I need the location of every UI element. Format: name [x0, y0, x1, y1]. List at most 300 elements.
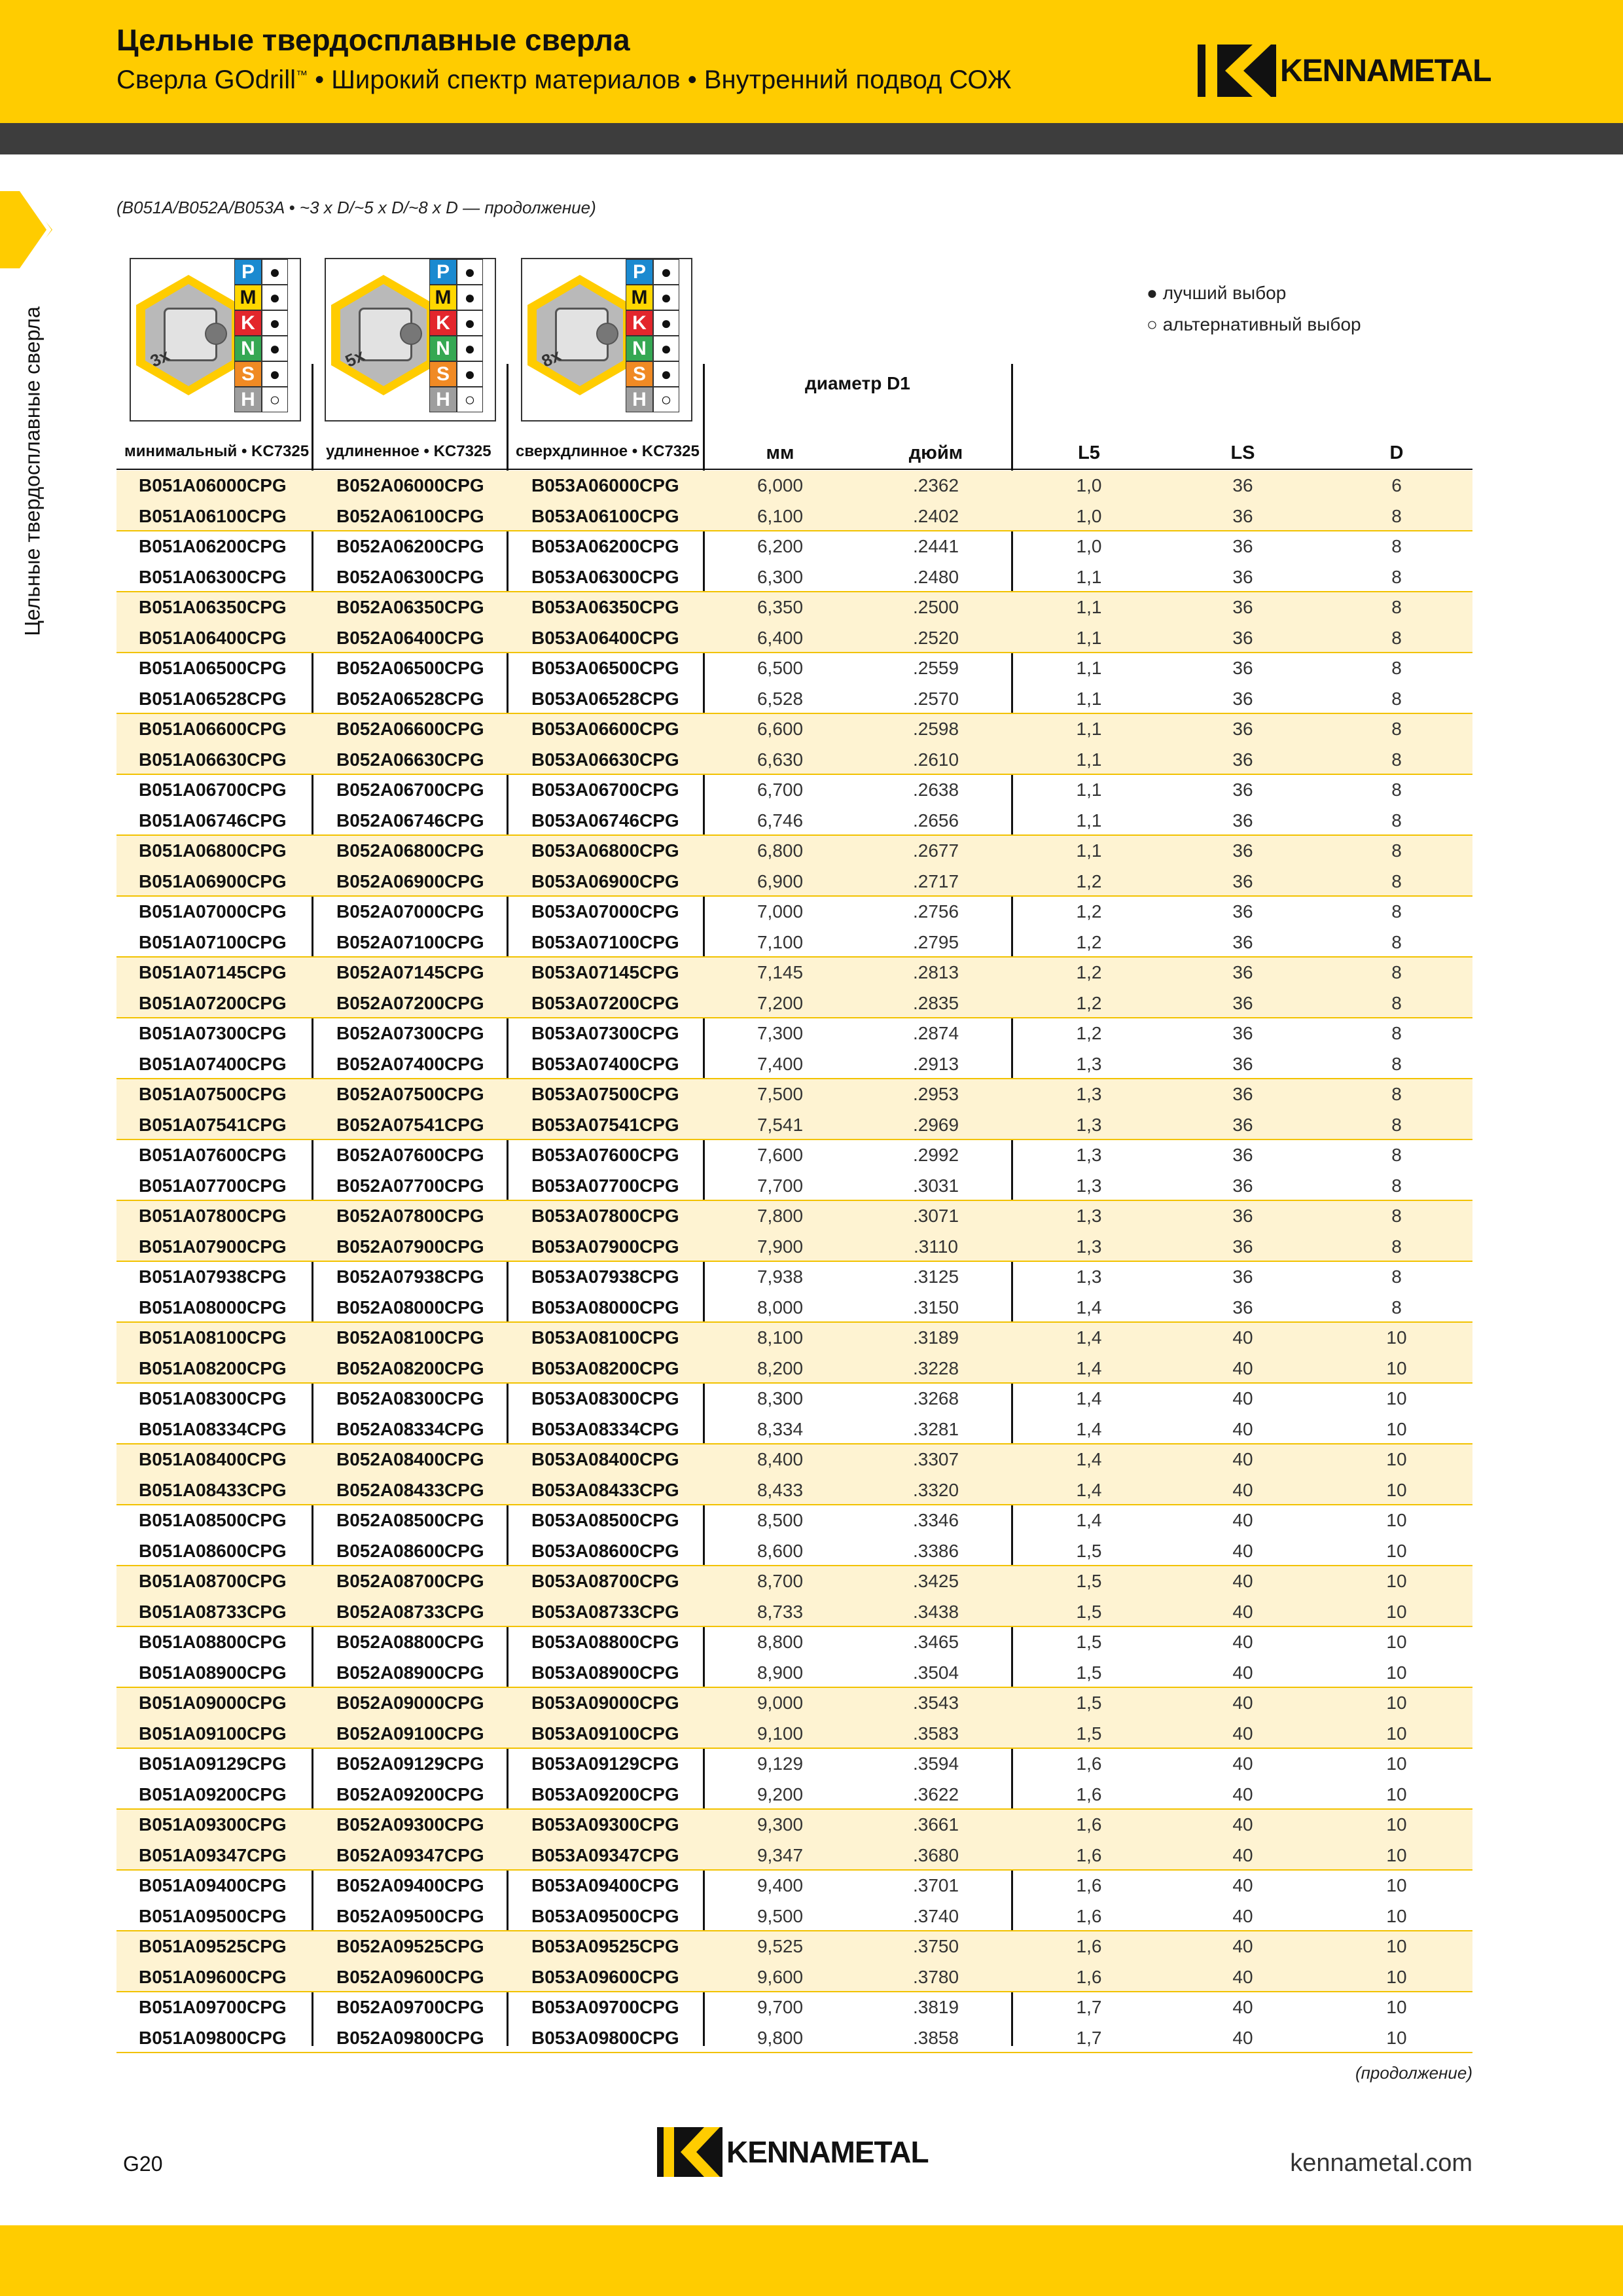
part-number: B051A09700CPG	[139, 1997, 287, 2017]
part-number: B053A07541CPG	[531, 1114, 679, 1135]
d-value: 6	[1391, 475, 1402, 495]
part-number: B053A08334CPG	[531, 1418, 679, 1439]
diameter-inch: .2610	[912, 749, 959, 770]
l5-value: 1,6	[1076, 1844, 1102, 1865]
table-row	[116, 1658, 1472, 1689]
diameter-inch: .3438	[912, 1601, 959, 1622]
ls-value: 36	[1232, 901, 1253, 922]
part-number: B053A07100CPG	[531, 931, 679, 952]
ls-value: 36	[1232, 1206, 1253, 1226]
part-number: B051A09300CPG	[139, 1814, 287, 1835]
table-row	[116, 1232, 1472, 1263]
l5-value: 1,5	[1076, 1693, 1102, 1713]
part-number: B052A08700CPG	[336, 1571, 484, 1591]
part-number: B051A07200CPG	[139, 992, 287, 1013]
diameter-mm: 9,100	[757, 1723, 804, 1744]
diameter-mm: 9,400	[757, 1875, 804, 1895]
table-row	[116, 623, 1472, 654]
d-value: 8	[1391, 749, 1402, 770]
part-number: B053A06700CPG	[531, 780, 679, 800]
part-number: B051A09600CPG	[139, 1966, 287, 1987]
part-number: B053A09500CPG	[531, 1905, 679, 1926]
d-value: 8	[1391, 962, 1402, 982]
l5-value: 1,4	[1076, 1388, 1102, 1408]
part-number: B053A08433CPG	[531, 1479, 679, 1500]
part-number: B052A07500CPG	[336, 1084, 484, 1104]
diameter-group-header: диаметр D1	[805, 373, 910, 393]
depth-ratio-label: 8x	[538, 345, 564, 371]
part-number: B052A09347CPG	[336, 1844, 484, 1865]
ls-value: 40	[1232, 1784, 1253, 1804]
material-rating-grid	[234, 259, 291, 412]
material-H: H	[429, 387, 457, 412]
drill-table-body	[116, 471, 1472, 2053]
part-number: B052A08433CPG	[336, 1479, 484, 1500]
part-number: B051A08433CPG	[139, 1479, 287, 1500]
part-number: B052A09000CPG	[336, 1693, 484, 1713]
l5-value: 1,5	[1076, 1632, 1102, 1652]
part-number: B051A08200CPG	[139, 1357, 287, 1378]
diameter-mm: 7,938	[757, 1266, 804, 1287]
rating-K: ●	[457, 310, 483, 336]
d-value: 8	[1391, 566, 1402, 587]
diameter-mm: 6,630	[757, 749, 804, 770]
diameter-inch: .2874	[912, 1023, 959, 1043]
material-icon-2	[325, 258, 496, 422]
header-extended: удлиненное • KC7325	[326, 442, 491, 460]
ls-value: 40	[1232, 1814, 1253, 1835]
l5-value: 1,2	[1076, 870, 1102, 891]
material-M: M	[234, 285, 262, 310]
material-S: S	[626, 361, 653, 387]
ls-value: 40	[1232, 1449, 1253, 1469]
part-number: B052A09300CPG	[336, 1814, 484, 1835]
d-value: 8	[1391, 1175, 1402, 1196]
d-value: 10	[1386, 1357, 1407, 1378]
part-number: B051A07800CPG	[139, 1206, 287, 1226]
ls-value: 40	[1232, 1510, 1253, 1530]
l5-value: 1,6	[1076, 1875, 1102, 1895]
diameter-mm: 6,800	[757, 840, 804, 861]
rating-P: ●	[457, 259, 483, 285]
d-value: 10	[1386, 1510, 1407, 1530]
part-number: B052A09525CPG	[336, 1936, 484, 1956]
diameter-mm: 6,500	[757, 658, 804, 678]
l5-value: 1,0	[1076, 536, 1102, 556]
part-number: B051A08100CPG	[139, 1327, 287, 1348]
table-row	[116, 1901, 1472, 1932]
part-number: B052A06000CPG	[336, 475, 484, 495]
part-number: B053A08400CPG	[531, 1449, 679, 1469]
diameter-mm: 7,500	[757, 1084, 804, 1104]
part-number: B052A07400CPG	[336, 1053, 484, 1074]
table-row	[116, 1201, 1472, 1232]
diameter-inch: .3858	[912, 2027, 959, 2048]
continued-note: (продолжение)	[1355, 2063, 1472, 2083]
diameter-inch: .3819	[912, 1997, 959, 2017]
part-number: B051A06600CPG	[139, 719, 287, 739]
ls-value: 36	[1232, 780, 1253, 800]
d-value: 8	[1391, 1053, 1402, 1074]
rating-K: ●	[653, 310, 679, 336]
part-number: B052A06200CPG	[336, 536, 484, 556]
diameter-mm: 6,528	[757, 688, 804, 709]
ls-value: 36	[1232, 962, 1253, 982]
diameter-inch: .2756	[912, 901, 959, 922]
l5-value: 1,1	[1076, 566, 1102, 587]
diameter-inch: .2638	[912, 780, 959, 800]
rating-S: ●	[262, 361, 288, 387]
part-number: B053A06350CPG	[531, 597, 679, 617]
part-number: B052A06900CPG	[336, 870, 484, 891]
part-number: B051A07400CPG	[139, 1053, 287, 1074]
footer-logo-text: KENNAMETAL	[726, 2135, 929, 2169]
table-row	[116, 1597, 1472, 1628]
table-row	[116, 653, 1472, 684]
part-number: B052A06300CPG	[336, 566, 484, 587]
l5-value: 1,3	[1076, 1266, 1102, 1287]
part-number: B052A09800CPG	[336, 2027, 484, 2048]
part-number: B051A06746CPG	[139, 810, 287, 831]
part-number: B051A06900CPG	[139, 870, 287, 891]
l5-value: 1,6	[1076, 1814, 1102, 1835]
part-number: B051A07600CPG	[139, 1145, 287, 1165]
part-number: B053A06400CPG	[531, 627, 679, 648]
diameter-mm: 8,700	[757, 1571, 804, 1591]
table-row	[116, 1931, 1472, 1962]
part-number: B052A09100CPG	[336, 1723, 484, 1744]
diameter-mm: 7,400	[757, 1053, 804, 1074]
l5-value: 1,2	[1076, 992, 1102, 1013]
material-K: K	[234, 310, 262, 336]
material-H: H	[234, 387, 262, 412]
depth-ratio-label: 3x	[147, 345, 173, 371]
d-value: 8	[1391, 1297, 1402, 1318]
material-K: K	[626, 310, 653, 336]
table-row	[116, 1323, 1472, 1354]
legend-best: ● лучший выбор	[1147, 283, 1287, 303]
l5-value: 1,0	[1076, 475, 1102, 495]
diameter-inch: .2953	[912, 1084, 959, 1104]
l5-value: 1,6	[1076, 1753, 1102, 1774]
part-number: B051A08400CPG	[139, 1449, 287, 1469]
part-number: B051A06800CPG	[139, 840, 287, 861]
ls-value: 40	[1232, 1357, 1253, 1378]
part-number: B052A06100CPG	[336, 505, 484, 526]
kennametal-logo	[1198, 45, 1491, 97]
diameter-mm: 8,400	[757, 1449, 804, 1469]
table-row	[116, 988, 1472, 1019]
part-number: B053A07145CPG	[531, 962, 679, 982]
diameter-inch: .3740	[912, 1905, 959, 1926]
part-number: B051A07100CPG	[139, 931, 287, 952]
material-M: M	[429, 285, 457, 310]
part-number: B052A09600CPG	[336, 1966, 484, 1987]
ls-value: 36	[1232, 536, 1253, 556]
diameter-mm: 8,300	[757, 1388, 804, 1408]
ls-value: 40	[1232, 1327, 1253, 1348]
diameter-inch: .3680	[912, 1844, 959, 1865]
diameter-mm: 6,350	[757, 597, 804, 617]
diameter-mm: 6,400	[757, 627, 804, 648]
l5-value: 1,5	[1076, 1723, 1102, 1744]
part-number: B053A09300CPG	[531, 1814, 679, 1835]
table-row	[116, 501, 1472, 532]
l5-value: 1,3	[1076, 1084, 1102, 1104]
material-P: P	[234, 259, 262, 285]
part-number: B053A07800CPG	[531, 1206, 679, 1226]
table-row	[116, 1171, 1472, 1202]
table-row	[116, 1719, 1472, 1749]
part-number: B051A08600CPG	[139, 1540, 287, 1561]
part-number: B053A06000CPG	[531, 475, 679, 495]
l5-value: 1,3	[1076, 1053, 1102, 1074]
part-number: B052A08400CPG	[336, 1449, 484, 1469]
ls-value: 36	[1232, 992, 1253, 1013]
diameter-mm: 9,129	[757, 1753, 804, 1774]
header-minimal: минимальный • KC7325	[124, 442, 310, 460]
diameter-mm: 9,000	[757, 1693, 804, 1713]
part-number: B051A09000CPG	[139, 1693, 287, 1713]
part-number: B051A08000CPG	[139, 1297, 287, 1318]
diameter-mm: 8,000	[757, 1297, 804, 1318]
diameter-inch: .3307	[912, 1449, 959, 1469]
table-row	[116, 531, 1472, 562]
table-row	[116, 1354, 1472, 1384]
ls-value: 40	[1232, 1936, 1253, 1956]
rating-N: ●	[653, 336, 679, 361]
part-number: B052A06800CPG	[336, 840, 484, 861]
material-N: N	[234, 336, 262, 361]
diameter-mm: 9,700	[757, 1997, 804, 2017]
d-value: 8	[1391, 1023, 1402, 1043]
part-number: B053A09000CPG	[531, 1693, 679, 1713]
diameter-inch: .2598	[912, 719, 959, 739]
d-value: 8	[1391, 536, 1402, 556]
table-row	[116, 745, 1472, 776]
side-section-label: Цельные твердосплавные сверла	[20, 306, 45, 636]
d-value: 8	[1391, 1206, 1402, 1226]
page-number: G20	[123, 2152, 163, 2176]
table-intro: (B051A/B052A/B053A • ~3 x D/~5 x D/~8 x D — продолжение)	[116, 198, 596, 217]
d-value: 8	[1391, 992, 1402, 1013]
l5-value: 1,3	[1076, 1236, 1102, 1257]
workpiece-cube-icon	[359, 308, 412, 361]
part-number: B052A08000CPG	[336, 1297, 484, 1318]
d-value: 10	[1386, 1662, 1407, 1683]
material-M: M	[626, 285, 653, 310]
part-number: B051A06700CPG	[139, 780, 287, 800]
ls-value: 40	[1232, 1632, 1253, 1652]
website-link[interactable]: kennametal.com	[1290, 2149, 1472, 2177]
d-value: 8	[1391, 719, 1402, 739]
trademark-mark: ™	[295, 68, 308, 82]
l5-value: 1,1	[1076, 688, 1102, 709]
ls-value: 40	[1232, 1388, 1253, 1408]
l5-value: 1,1	[1076, 658, 1102, 678]
table-row	[116, 1018, 1472, 1049]
part-number: B053A06800CPG	[531, 840, 679, 861]
d-value: 10	[1386, 1601, 1407, 1622]
page-subtitle	[116, 65, 1012, 95]
diameter-inch: .3125	[912, 1266, 959, 1287]
table-row	[116, 958, 1472, 988]
ls-value: 40	[1232, 1875, 1253, 1895]
diameter-inch: .2969	[912, 1114, 959, 1135]
ls-value: 40	[1232, 1905, 1253, 1926]
d-value: 8	[1391, 840, 1402, 861]
table-row	[116, 1140, 1472, 1171]
part-number: B053A06746CPG	[531, 810, 679, 831]
rating-M: ●	[653, 285, 679, 310]
header-stripe	[0, 123, 1623, 154]
diameter-mm: 8,433	[757, 1479, 804, 1500]
diameter-inch: .2656	[912, 810, 959, 831]
part-number: B052A06500CPG	[336, 658, 484, 678]
diameter-inch: .3031	[912, 1175, 959, 1196]
part-number: B051A06200CPG	[139, 536, 287, 556]
drill-depth-hex-icon	[331, 275, 436, 395]
diameter-inch: .3228	[912, 1357, 959, 1378]
diameter-mm: 8,600	[757, 1540, 804, 1561]
ls-value: 36	[1232, 688, 1253, 709]
diameter-inch: .3583	[912, 1723, 959, 1744]
diameter-mm: 9,525	[757, 1936, 804, 1956]
d-value: 8	[1391, 627, 1402, 648]
rating-N: ●	[262, 336, 288, 361]
part-number: B052A08500CPG	[336, 1510, 484, 1530]
diameter-inch: .3320	[912, 1479, 959, 1500]
part-number: B051A08500CPG	[139, 1510, 287, 1530]
ls-value: 40	[1232, 1966, 1253, 1987]
diameter-mm: 7,100	[757, 931, 804, 952]
part-number: B051A09400CPG	[139, 1875, 287, 1895]
diameter-inch: .2362	[912, 475, 959, 495]
ls-value: 40	[1232, 1479, 1253, 1500]
part-number: B051A06630CPG	[139, 749, 287, 770]
part-number: B051A06528CPG	[139, 688, 287, 709]
table-row	[116, 1262, 1472, 1293]
diameter-mm: 7,800	[757, 1206, 804, 1226]
d-value: 10	[1386, 1693, 1407, 1713]
d-value: 8	[1391, 810, 1402, 831]
diameter-inch: .3346	[912, 1510, 959, 1530]
table-row	[116, 836, 1472, 867]
diameter-mm: 7,600	[757, 1145, 804, 1165]
part-number: B053A08500CPG	[531, 1510, 679, 1530]
part-number: B051A08700CPG	[139, 1571, 287, 1591]
part-number: B051A08300CPG	[139, 1388, 287, 1408]
diameter-mm: 6,900	[757, 870, 804, 891]
table-row	[116, 927, 1472, 958]
material-rating-grid	[626, 259, 682, 412]
diameter-mm: 7,145	[757, 962, 804, 982]
part-number: B053A09525CPG	[531, 1936, 679, 1956]
material-icon-1	[130, 258, 301, 422]
part-number: B053A06200CPG	[531, 536, 679, 556]
d-value: 8	[1391, 901, 1402, 922]
table-row	[116, 1992, 1472, 2023]
part-number: B053A06300CPG	[531, 566, 679, 587]
rating-H: ○	[262, 387, 288, 412]
part-number: B053A09200CPG	[531, 1784, 679, 1804]
part-number: B053A09129CPG	[531, 1753, 679, 1774]
d-value: 10	[1386, 1571, 1407, 1591]
part-number: B053A09700CPG	[531, 1997, 679, 2017]
rating-P: ●	[262, 259, 288, 285]
part-number: B051A08334CPG	[139, 1418, 287, 1439]
table-row	[116, 1810, 1472, 1840]
ls-value: 40	[1232, 1571, 1253, 1591]
header-ls: LS	[1230, 442, 1255, 463]
d-value: 10	[1386, 1936, 1407, 1956]
page-title: Цельные твердосплавные сверла	[116, 23, 630, 57]
diameter-inch: .3189	[912, 1327, 959, 1348]
table-row	[116, 1962, 1472, 1993]
table-row	[116, 1871, 1472, 1901]
diameter-inch: .3504	[912, 1662, 959, 1683]
drill-depth-hex-icon	[527, 275, 632, 395]
d-value: 10	[1386, 1327, 1407, 1348]
l5-value: 1,6	[1076, 1905, 1102, 1926]
part-number: B052A07000CPG	[336, 901, 484, 922]
ls-value: 36	[1232, 1175, 1253, 1196]
diameter-mm: 9,600	[757, 1966, 804, 1987]
table-row	[116, 1566, 1472, 1597]
depth-ratio-label: 5x	[342, 345, 368, 371]
l5-value: 1,7	[1076, 2027, 1102, 2048]
ls-value: 36	[1232, 505, 1253, 526]
diameter-inch: .2559	[912, 658, 959, 678]
d-value: 8	[1391, 1114, 1402, 1135]
d-value: 8	[1391, 505, 1402, 526]
part-number: B051A06100CPG	[139, 505, 287, 526]
d-value: 8	[1391, 931, 1402, 952]
part-number: B052A07100CPG	[336, 931, 484, 952]
part-number: B053A08300CPG	[531, 1388, 679, 1408]
d-value: 8	[1391, 1236, 1402, 1257]
material-N: N	[429, 336, 457, 361]
table-row	[116, 1293, 1472, 1323]
d-value: 10	[1386, 1418, 1407, 1439]
part-number: B053A08733CPG	[531, 1601, 679, 1622]
l5-value: 1,1	[1076, 719, 1102, 739]
ls-value: 36	[1232, 627, 1253, 648]
d-value: 10	[1386, 1905, 1407, 1926]
table-row	[116, 1627, 1472, 1658]
l5-value: 1,0	[1076, 505, 1102, 526]
table-row	[116, 1110, 1472, 1141]
part-number: B051A09525CPG	[139, 1936, 287, 1956]
l5-value: 1,6	[1076, 1966, 1102, 1987]
diameter-mm: 9,347	[757, 1844, 804, 1865]
subtitle-product: Сверла GOdrill	[116, 65, 296, 94]
rating-S: ●	[653, 361, 679, 387]
l5-value: 1,4	[1076, 1418, 1102, 1439]
table-row	[116, 1688, 1472, 1719]
part-number: B052A08600CPG	[336, 1540, 484, 1561]
l5-value: 1,4	[1076, 1327, 1102, 1348]
rating-M: ●	[457, 285, 483, 310]
workpiece-cube-icon	[164, 308, 217, 361]
diameter-inch: .2717	[912, 870, 959, 891]
ls-value: 40	[1232, 1601, 1253, 1622]
table-row	[116, 2023, 1472, 2054]
material-rating-grid	[429, 259, 486, 412]
ls-value: 36	[1232, 658, 1253, 678]
diameter-inch: .2441	[912, 536, 959, 556]
ls-value: 40	[1232, 1723, 1253, 1744]
